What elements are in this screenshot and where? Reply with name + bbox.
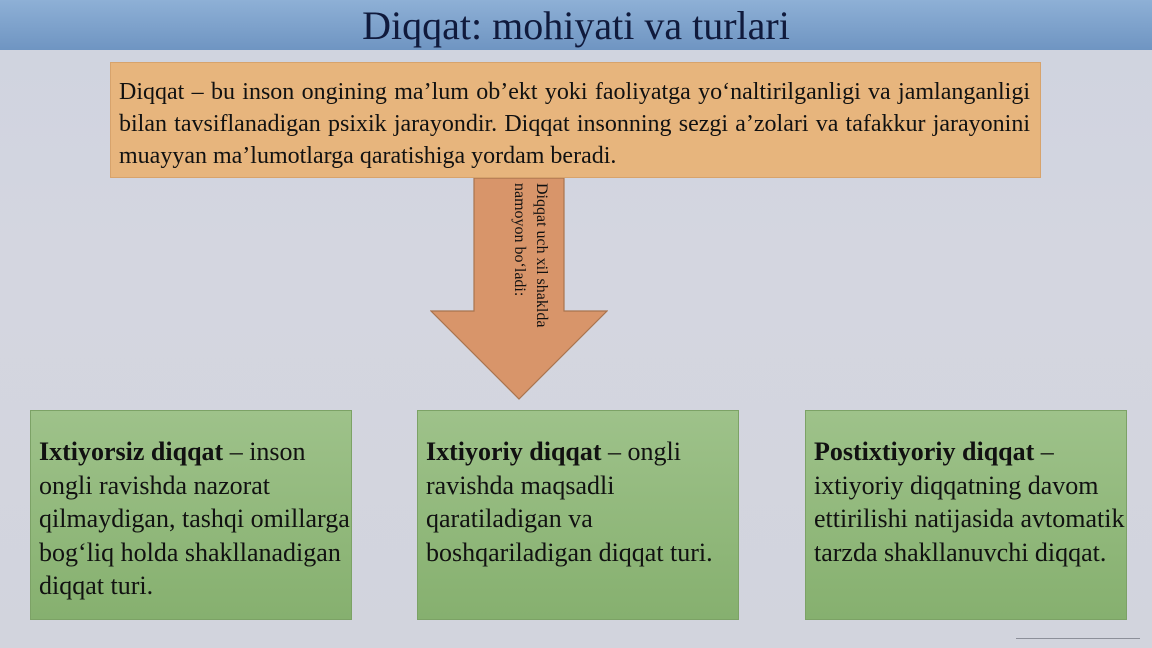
type-box-postvoluntary [805, 410, 1127, 620]
type-term: Postixtiyoriy diqqat [814, 437, 1035, 466]
arrow-label: Diqqat uch xil shaklda namoyon bo‘ladi: [511, 183, 550, 328]
type-box-voluntary [417, 410, 739, 620]
type-description: – ongli ravishda maqsadli qaratiladigan va boshqariladigan diqqat turi. [426, 437, 713, 567]
page-title: Diqqat: mohiyati va turlari [362, 3, 790, 48]
definition-box: Diqqat – bu inson ongining ma’lum ob’ekt yoki faoliyatga yo‘naltirilganligi va jamlanganligi bilan tavsiflanadigan psixik jarayondir. Diqqat insonning sezgi a’zolari va tafakkur jarayonini muayyan ma’lumotlarga qaratishiga yordam beradi. [110, 62, 1041, 178]
footer-divider [1016, 638, 1140, 639]
type-term: Ixtiyorsiz diqqat [39, 437, 224, 466]
type-description: – ixtiyoriy diqqatning davom ettirilishi natijasida avtomatik tarzda shakllanuvchi diqqat. [814, 437, 1125, 567]
type-box-involuntary [30, 410, 352, 620]
type-term: Ixtiyoriy diqqat [426, 437, 602, 466]
type-description: – inson ongli ravishda nazorat qilmaydigan, tashqi omillarga bog‘liq holda shakllanadigan diqqat turi. [39, 437, 350, 600]
